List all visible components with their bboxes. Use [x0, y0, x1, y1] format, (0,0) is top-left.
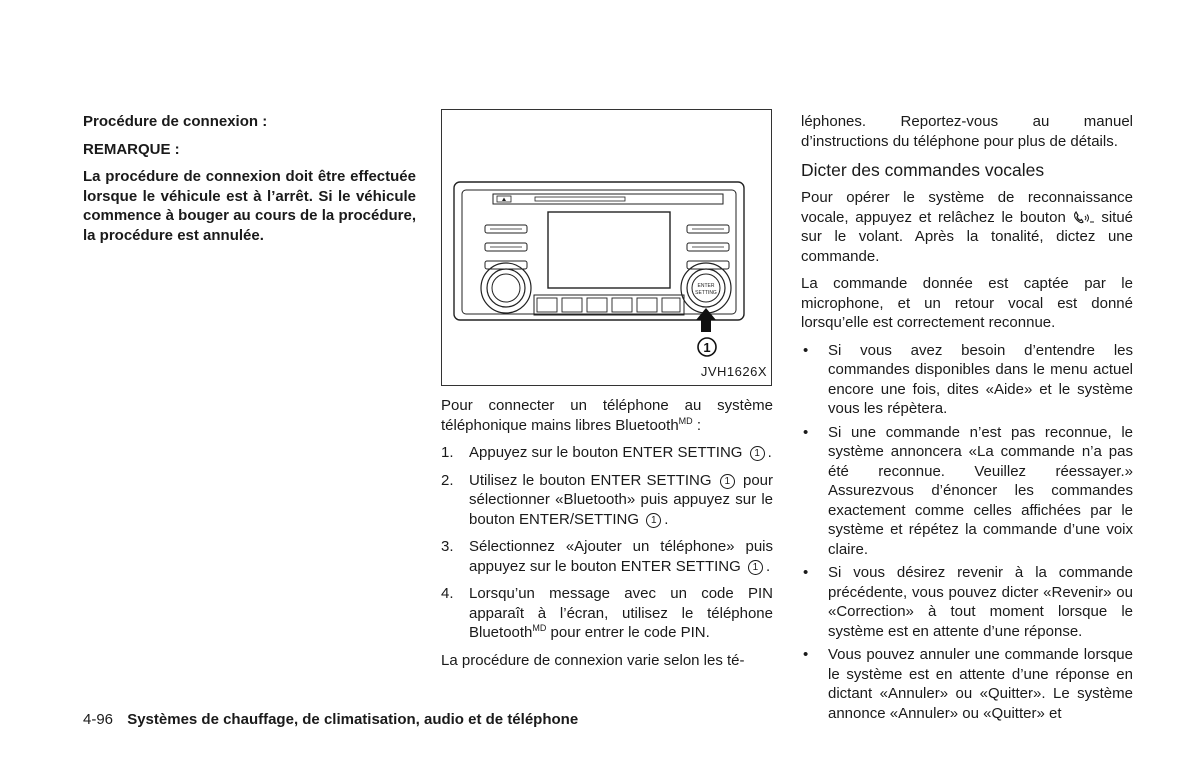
- page-number: 4-96: [83, 711, 114, 728]
- tip-item: [801, 341, 1133, 419]
- callout-1-icon: 1: [720, 474, 735, 489]
- svg-text:ENTER: ENTER: [697, 283, 715, 289]
- note-label: REMARQUE :: [83, 140, 180, 158]
- tips-list: [801, 341, 1133, 724]
- callout-1-icon: 1: [748, 560, 763, 575]
- page-footer: [83, 711, 578, 728]
- tip-text: Si vous désirez revenir à la commande précédente, vous pouvez dicter «Revenir» ou «Correction» à tout moment lorsque le système est en attente d’une réponse.: [828, 564, 1133, 640]
- note-text: La procédure de connexion doit être effectuée lorsque le véhicule est à l’arrêt. Si le véhicule commence à bouger au cours de la procédure, la procédure est annulée.: [83, 168, 416, 244]
- callout-number: 1: [703, 340, 711, 355]
- step-item: [441, 471, 773, 530]
- right-column: [801, 112, 1133, 727]
- step-superscript: MD: [532, 623, 547, 633]
- radio-unit-drawing: [442, 110, 773, 387]
- step-text-end: .: [767, 444, 772, 461]
- step-item: [441, 443, 773, 463]
- procedure-varies-text: La procédure de connexion varie selon les té-: [441, 651, 745, 669]
- connection-procedure-heading: Procédure de connexion :: [83, 113, 268, 130]
- intro-superscript: MD: [678, 415, 693, 426]
- step-text: Sélectionnez «Ajouter un téléphone» puis appuyez sur le bouton ENTER SETTING: [469, 538, 773, 575]
- steps-list: [441, 443, 773, 643]
- step-text: Lorsqu’un message avec un code PIN apparaît à l’écran, utilisez le téléphone Bluetooth: [469, 585, 773, 641]
- step-text-end: pour entrer le code PIN.: [546, 624, 710, 641]
- bullet-icon: •: [803, 341, 809, 359]
- tip-item: [801, 645, 1133, 723]
- chapter-title: Systèmes de chauffage, de climatisation, audio et de téléphone: [127, 711, 579, 728]
- step-item: [441, 537, 773, 576]
- step-number: 2.: [441, 471, 454, 489]
- intro-paragraph: [441, 396, 773, 435]
- bullet-icon: •: [803, 564, 809, 581]
- tip-item: [801, 423, 1133, 560]
- callout-1-icon: 1: [750, 446, 765, 461]
- step-text-cont: pour sélectionner «Bluetooth» puis appuyez sur le bouton ENTER/SETTING: [469, 471, 774, 528]
- step-number: 1.: [441, 444, 454, 461]
- step-item: [441, 584, 773, 643]
- intro-text: Pour connecter un téléphone au système téléphonique mains libres Bluetooth: [441, 397, 773, 434]
- bullet-icon: •: [803, 646, 809, 663]
- intro-text-end: :: [692, 416, 701, 434]
- figure-code: JVH1626X: [700, 363, 767, 379]
- phone-voice-icon: [1073, 210, 1095, 224]
- step-text: Appuyez sur le bouton ENTER SETTING: [469, 444, 743, 461]
- step-text-end: .: [664, 510, 669, 528]
- tip-text: Si une commande n’est pas reconnue, le système annoncera «La commande n’a pas été reconnue. Veuillez réessayer.» Assurezvous d’énoncer les commandes exactement comme celles affichées par le système et répétez la commande d’une voix claire.: [828, 423, 1133, 558]
- continued-text: léphones. Reportez-vous au manuel d’instructions du téléphone pour plus de détails.: [801, 113, 1133, 150]
- voice-paragraph-1: [801, 188, 1133, 266]
- tip-text: Si vous avez besoin d’entendre les commandes disponibles dans le menu actuel encore une fois, dites «Aide» et le système vous les répètera.: [828, 341, 1133, 417]
- step-text-end: .: [765, 557, 771, 575]
- radio-illustration: [441, 109, 772, 386]
- callout-1-icon: 1: [646, 513, 661, 528]
- tip-item: [801, 563, 1133, 641]
- left-column: [83, 112, 416, 253]
- svg-text:SETTING: SETTING: [695, 290, 717, 296]
- step-number: 3.: [441, 538, 454, 555]
- voice-paragraph-1-text-end: situé sur le volant. Après la tonalité, dictez une commande.: [801, 208, 1134, 265]
- voice-paragraph-1-text: Pour opérer le système de reconnaissance vocale, appuyez et relâchez le bouton: [801, 189, 1133, 226]
- voice-paragraph-2: La commande donnée est captée par le microphone, et un retour vocal est donné lorsqu’elle est correctement reconnue.: [801, 275, 1133, 331]
- bullet-icon: •: [803, 423, 809, 441]
- middle-column: [441, 109, 773, 678]
- tip-text: Vous pouvez annuler une commande lorsque le système est en attente d’une réponse en dictant «Annuler» ou «Quitter». Le système annonce «Annuler» ou «Quitter» et: [828, 646, 1133, 722]
- voice-commands-heading: Dicter des commandes vocales: [801, 160, 1045, 180]
- step-number: 4.: [441, 585, 454, 602]
- step-text: Utilisez le bouton ENTER SETTING: [469, 471, 712, 489]
